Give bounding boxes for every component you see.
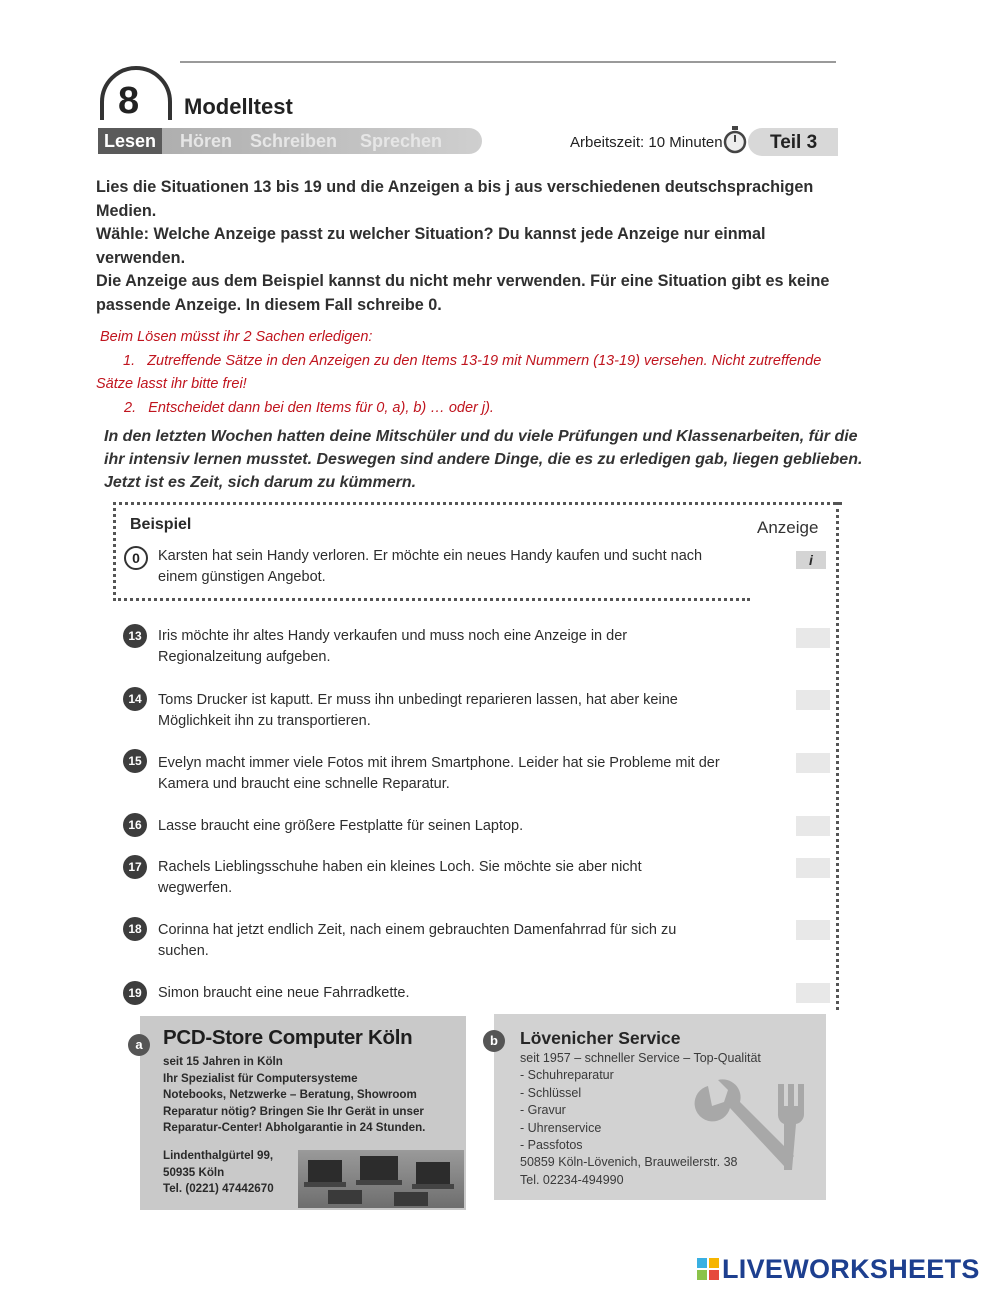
- situation-item: Corinna hat jetzt endlich Zeit, nach einem gebrauchten Damenfahrrad für sich zu suchen.: [158, 922, 677, 959]
- answer-input-18[interactable]: [796, 920, 830, 940]
- example-box-bottom: [113, 598, 750, 601]
- teil-label: Teil 3: [770, 132, 818, 153]
- situation-item: Rachels Lieblingsschuhe haben ein kleines Loch. Sie möchte sie aber nicht wegwerfen.: [158, 859, 642, 896]
- item-number-badge: 18: [123, 917, 147, 941]
- teacher-note-intro: Beim Lösen müsst ihr 2 Sachen erledigen:: [100, 329, 373, 345]
- ad-badge-b: b: [483, 1030, 505, 1052]
- situation-item: Toms Drucker ist kaputt. Er muss ihn unbedingt reparieren lassen, hat aber keine Möglichkeit ihn zu transportieren.: [158, 692, 678, 729]
- item-number-badge: 13: [123, 624, 147, 648]
- example-label: Beispiel: [130, 516, 192, 533]
- situation-item: Simon braucht eine neue Fahrradkette.: [158, 985, 410, 1001]
- instruction-line: Lies die Situationen 13 bis 19 und die Anzeigen a bis j aus verschiedenen deutschsprachigen Medien.: [96, 178, 814, 220]
- instruction-line: Wähle: Welche Anzeige passt zu welcher Situation? Du kannst jede Anzeige nur einmal verwenden.: [96, 225, 766, 267]
- task-instructions: [96, 176, 836, 317]
- item-number-badge: 17: [123, 855, 147, 879]
- ad-badge-a: a: [128, 1034, 150, 1056]
- liveworksheets-logo-icon: [697, 1258, 719, 1280]
- instruction-line: Die Anzeige aus dem Beispiel kannst du nicht mehr verwenden. Für eine Situation gibt es keine passende Anzeige. In diesem Fall schreibe 0.: [96, 272, 830, 314]
- situation-item: Iris möchte ihr altes Handy verkaufen und muss noch eine Anzeige in der Regionalzeitung aufgeben.: [158, 628, 628, 665]
- answer-column-border: [836, 502, 839, 1010]
- tab-hoeren: Hören: [180, 131, 233, 151]
- teacher-note-step-2: 2. Entscheidet dann bei den Items für 0, a), b) … oder j).: [124, 399, 494, 416]
- answer-input-16[interactable]: [796, 816, 830, 836]
- situation-intro: In den letzten Wochen hatten deine Mitschüler und du viele Prüfungen und Klassenarbeiten, für die ihr intensiv lernen musstet. Deswegen sind andere Dinge, die es zu erledigen gab, liegen geblieben. Jetzt ist es Zeit, sich darum zu kümmern.: [104, 428, 863, 491]
- answer-input-15[interactable]: [796, 753, 830, 773]
- item-number-badge: 15: [123, 749, 147, 773]
- ad-a-address: Lindenthalgürtel 99, 50935 Köln Tel. (0221) 47442670: [163, 1149, 274, 1195]
- item-number-badge: 0: [124, 546, 148, 570]
- tab-lesen: Lesen: [98, 128, 162, 154]
- item-number-badge: 14: [123, 687, 147, 711]
- answer-column-header: Anzeige: [757, 518, 819, 537]
- tab-schreiben: Schreiben: [250, 131, 338, 151]
- tab-sprechen: Sprechen: [360, 131, 443, 151]
- situation-item: Evelyn macht immer viele Fotos mit ihrem Smartphone. Leider hat sie Probleme mit der Kamera und braucht eine schnelle Reparatur.: [158, 755, 720, 792]
- situation-item: Lasse braucht eine größere Festplatte für seinen Laptop.: [158, 818, 524, 834]
- item-number-badge: 16: [123, 813, 147, 837]
- top-rule: [180, 61, 836, 63]
- laptops-photo: [298, 1150, 464, 1208]
- liveworksheets-brand: LIVEWORKSHEETS: [722, 1254, 980, 1284]
- answer-input-14[interactable]: [796, 690, 830, 710]
- teacher-note: [96, 326, 860, 420]
- stopwatch-icon: [722, 125, 748, 155]
- ad-b-body: seit 1957 – schneller Service – Top-Qualität - Schuhreparatur - Schlüssel - Gravur - Uhrenservice - Passfotos 50859 Köln-Lövenich, Brauweilerstr. 38 Tel. 02234-494990: [520, 1051, 761, 1187]
- wrench-fork-icon: [688, 1066, 818, 1186]
- ad-a-body: seit 15 Jahren in Köln Ihr Spezialist für Computersysteme Notebooks, Netzwerke – Beratung, Showroom Reparatur nötig? Bringen Sie Ihr Gerät in unser Reparatur-Center! Abholgarantie in 24 Stunden.: [163, 1055, 426, 1134]
- working-time: Arbeitszeit: 10 Minuten: [570, 134, 723, 151]
- item-number-badge: 19: [123, 981, 147, 1005]
- answer-input-19[interactable]: [796, 983, 830, 1003]
- ad-a-title: PCD-Store Computer Köln: [163, 1026, 413, 1049]
- example-text: Karsten hat sein Handy verloren. Er möchte ein neues Handy kaufen und sucht nach einem günstigen Angebot.: [158, 548, 703, 585]
- skill-tabs: [98, 128, 482, 154]
- ad-b-title: Lövenicher Service: [520, 1028, 681, 1048]
- answer-input-13[interactable]: [796, 628, 830, 648]
- example-answer: i: [796, 551, 826, 569]
- unit-number: 8: [118, 80, 140, 122]
- answer-input-17[interactable]: [796, 858, 830, 878]
- teacher-note-step-1: 1. Zutreffende Sätze in den Anzeigen zu den Items 13-19 mit Nummern (13-19) versehen. Nicht zutreffende Sätze lasst ihr bitte frei!: [96, 352, 822, 392]
- page-title: Modelltest: [184, 94, 293, 119]
